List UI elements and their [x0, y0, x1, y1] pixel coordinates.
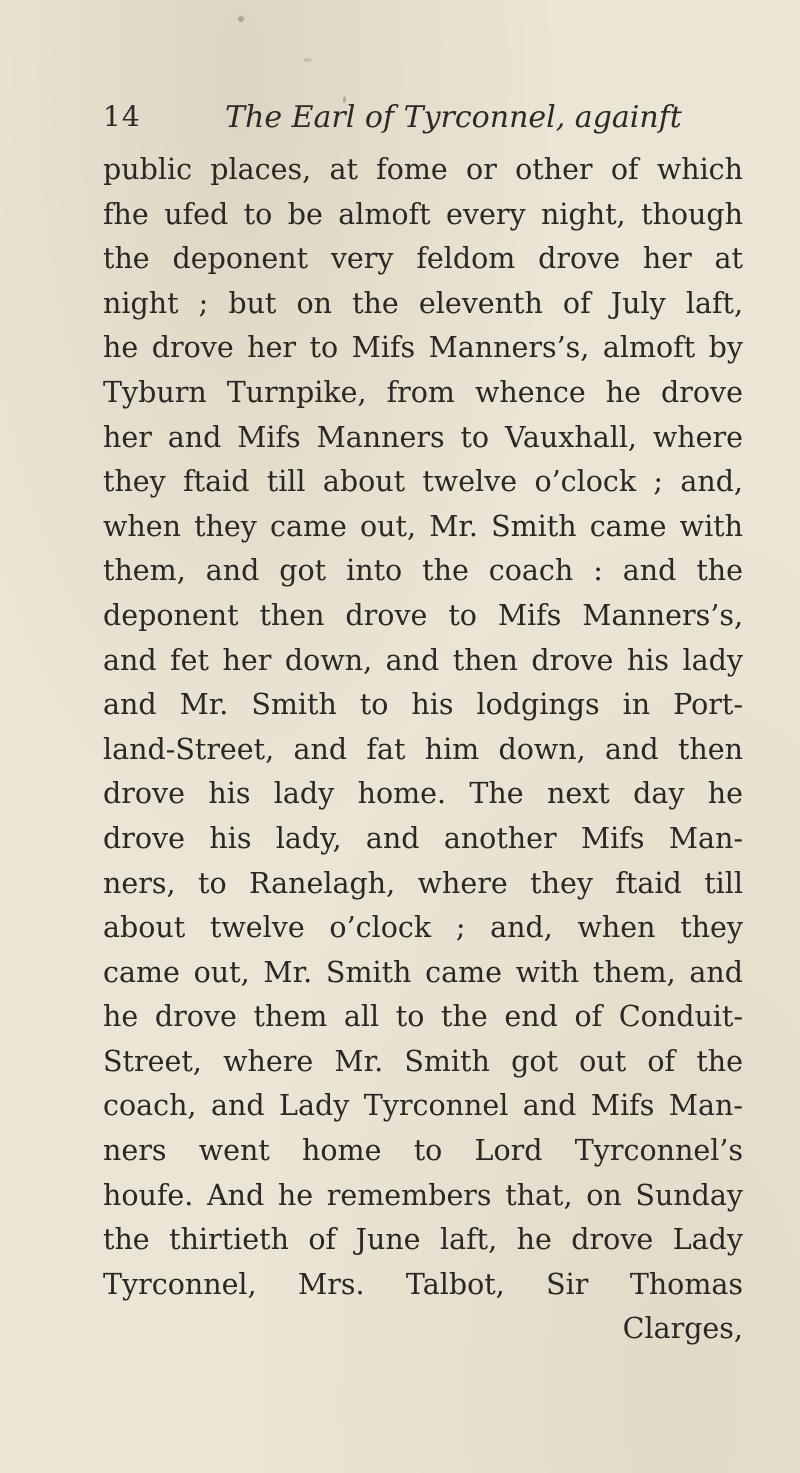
text-line: land-Street, and fat him down, and then	[103, 732, 743, 766]
page-number: 14	[103, 100, 141, 133]
text-line: ners, to Ranelagh, where they ftaid till	[103, 866, 743, 900]
paper-blemish	[303, 58, 312, 62]
text-line: drove his lady home. The next day he	[103, 777, 743, 811]
text-line: he drove them all to the end of Conduit-	[103, 1000, 743, 1034]
text-line: and fet her down, and then drove his lady	[103, 643, 743, 677]
text-line: about twelve o’clock ; and, when they	[103, 911, 743, 945]
text-line: they ftaid till about twelve o’clock ; and,	[103, 465, 743, 499]
text-line: and Mr. Smith to his lodgings in Port-	[103, 688, 743, 722]
text-line: the thirtieth of June laft, he drove Lady	[103, 1223, 743, 1257]
text-line: houfe. And he remembers that, on Sunday	[103, 1178, 743, 1212]
text-line: came out, Mr. Smith came with them, and	[103, 955, 743, 989]
text-line: Tyrconnel, Mrs. Talbot, Sir Thomas	[103, 1267, 743, 1301]
text-line: when they came out, Mr. Smith came with	[103, 509, 743, 543]
text-line: deponent then drove to Mifs Manners’s,	[103, 598, 743, 632]
text-line: public places, at fome or other of which	[103, 153, 743, 186]
text-line: drove his lady, and another Mifs Man-	[103, 821, 743, 855]
text-line: night ; but on the eleventh of July laft,	[103, 286, 743, 320]
text-line: the deponent very feldom drove her at	[103, 242, 743, 276]
running-head	[103, 100, 703, 140]
running-head-title: The Earl of Tyrconnel, againft	[225, 100, 682, 135]
text-line: he drove her to Mifs Manners’s, almoft by	[103, 331, 743, 365]
text-line: them, and got into the coach : and the	[103, 554, 743, 588]
text-line: ners went home to Lord Tyrconnel’s	[103, 1134, 743, 1168]
paper-blemish	[238, 16, 244, 22]
text-line: coach, and Lady Tyrconnel and Mifs Man-	[103, 1089, 743, 1123]
text-line: her and Mifs Manners to Vauxhall, where	[103, 420, 743, 454]
catchword: Clarges,	[622, 1312, 743, 1346]
body-paragraph	[103, 148, 743, 1352]
text-line: Tyburn Turnpike, from whence he drove	[103, 375, 743, 409]
text-line: fhe ufed to be almoft every night, though	[103, 197, 743, 231]
text-line: Street, where Mr. Smith got out of the	[103, 1044, 743, 1078]
